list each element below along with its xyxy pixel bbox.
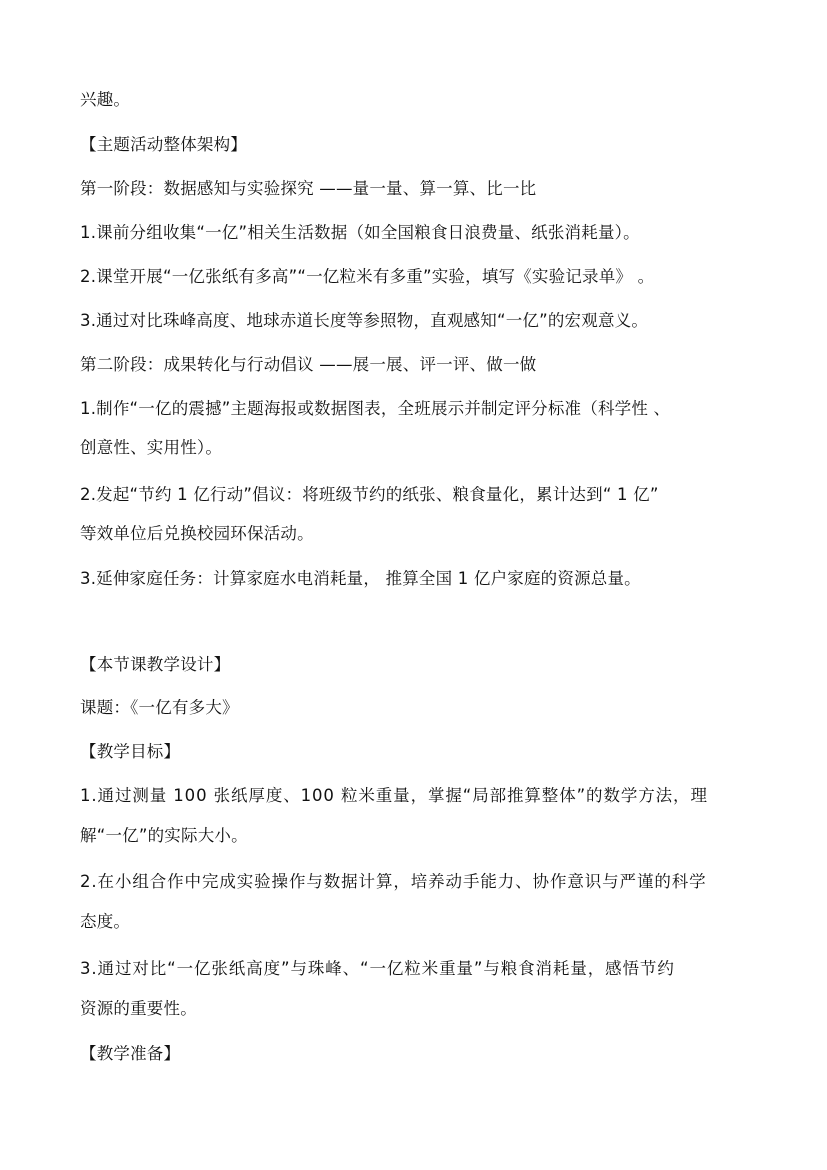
stage-one-heading: 第一阶段：数据感知与实验探究 ——量一量、算一算、比一比 bbox=[80, 179, 537, 198]
stage-one-item-1: 1.课前分组收集“一亿”相关生活数据（如全国粮食日浪费量、纸张消耗量）。 bbox=[80, 223, 640, 242]
stage-one-item-2: 2.课堂开展“一亿张纸有多高”“一亿粒米有多重”实验，填写《实验记录单》 。 bbox=[80, 267, 655, 286]
stage-two-item-2-cont: 等效单位后兑换校园环保活动。 bbox=[80, 524, 314, 543]
stage-two-item-1-cont: 创意性、实用性）。 bbox=[80, 438, 223, 457]
section-heading-activity-structure: 【主题活动整体架构】 bbox=[80, 135, 247, 154]
section-heading-teaching-prep: 【教学准备】 bbox=[80, 1044, 181, 1063]
goal-item-3: 3.通过对比“一亿张纸高度”与珠峰、“一亿粒米重量”与粮食消耗量，感悟节约 bbox=[80, 959, 675, 978]
goal-item-1: 1.通过测量 100 张纸厚度、100 粒米重量，掌握“局部推算整体”的数学方法，理 bbox=[80, 786, 708, 805]
section-heading-lesson-design: 【本节课教学设计】 bbox=[80, 655, 231, 674]
section-heading-teaching-goals: 【教学目标】 bbox=[80, 742, 181, 761]
lesson-title: 课题：《一亿有多大》 bbox=[80, 698, 239, 717]
text-line-continuation: 兴趣。 bbox=[80, 90, 131, 109]
stage-two-heading: 第二阶段：成果转化与行动倡议 ——展一展、评一评、做一做 bbox=[80, 355, 537, 374]
goal-item-2: 2.在小组合作中完成实验操作与数据计算，培养动手能力、协作意识与严谨的科学 bbox=[80, 872, 707, 891]
stage-two-item-2: 2.发起“节约 1 亿行动”倡议：将班级节约的纸张、粮食量化，累计达到“ 1 亿” bbox=[80, 485, 659, 504]
goal-item-1-cont: 解“一亿”的实际大小。 bbox=[80, 826, 248, 845]
goal-item-2-cont: 态度。 bbox=[80, 912, 131, 931]
stage-two-item-3: 3.延伸家庭任务：计算家庭水电消耗量， 推算全国 1 亿户家庭的资源总量。 bbox=[80, 569, 641, 588]
stage-two-item-1: 1.制作“一亿的震撼”主题海报或数据图表，全班展示并制定评分标准（科学性 、 bbox=[80, 399, 671, 418]
goal-item-3-cont: 资源的重要性。 bbox=[80, 999, 197, 1018]
stage-one-item-3: 3.通过对比珠峰高度、地球赤道长度等参照物，直观感知“一亿”的宏观意义。 bbox=[80, 311, 649, 330]
